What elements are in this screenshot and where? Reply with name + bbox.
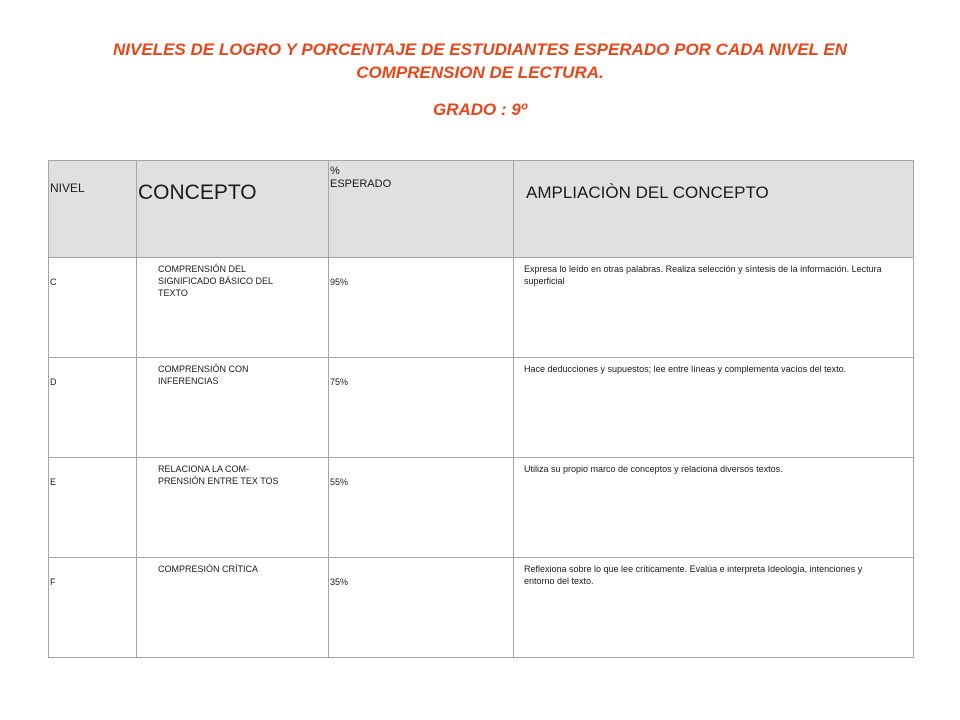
row-nivel: D [49,358,137,458]
row-nivel: E [49,458,137,558]
grade-label: GRADO : 9º [432,100,528,119]
header-esperado [329,161,514,258]
row-ampliacion: Hace deducciones y supuestos; lee entre líneas y complementa vacíos del texto. [514,358,914,458]
row-nivel: C [49,258,137,358]
row-esperado: 55% [329,458,514,558]
row-esperado: 35% [329,558,514,658]
row-nivel: F [49,558,137,658]
header-esperado-symbol: % [330,165,340,177]
table-row [49,358,914,458]
title-line-2: COMPRENSION DE LECTURA. [356,63,604,82]
row-concepto: COMPRENSIÓN DEL SIGNIFICADO BÁSICO DEL TEXTO [137,258,329,358]
levels-table [48,160,914,658]
page-title [60,38,900,84]
title-line-1: NIVELES DE LOGRO Y PORCENTAJE DE ESTUDIANTES ESPERADO POR CADA NIVEL EN [113,40,847,59]
row-esperado: 75% [329,358,514,458]
row-concepto: RELACIONA LA COM-PRENSIÓN ENTRE TEX TOS [137,458,329,558]
row-ampliacion: Utiliza su propio marco de conceptos y relaciona diversos textos. [514,458,914,558]
header-nivel: NIVEL [49,161,137,258]
row-concepto: COMPRENSIÓN CON INFERENCIAS [137,358,329,458]
header-esperado-label: ESPERADO [330,178,392,190]
row-ampliacion: Reflexiona sobre lo que lee críticamente. Evalúa e interpreta Ideología, intenciones y entorno del texto. [514,558,914,658]
header-ampliacion: AMPLIACIÒN DEL CONCEPTO [514,161,914,258]
row-esperado: 95% [329,258,514,358]
row-ampliacion: Expresa lo leído en otras palabras. Realiza selección y síntesis de la información. Lectura superficial [514,258,914,358]
header-concepto: CONCEPTO [137,161,329,258]
table-row [49,258,914,358]
row-concepto: COMPRESIÓN CRÍTICA [137,558,329,658]
table-header-row [49,161,914,258]
table-row [49,558,914,658]
table-row [49,458,914,558]
